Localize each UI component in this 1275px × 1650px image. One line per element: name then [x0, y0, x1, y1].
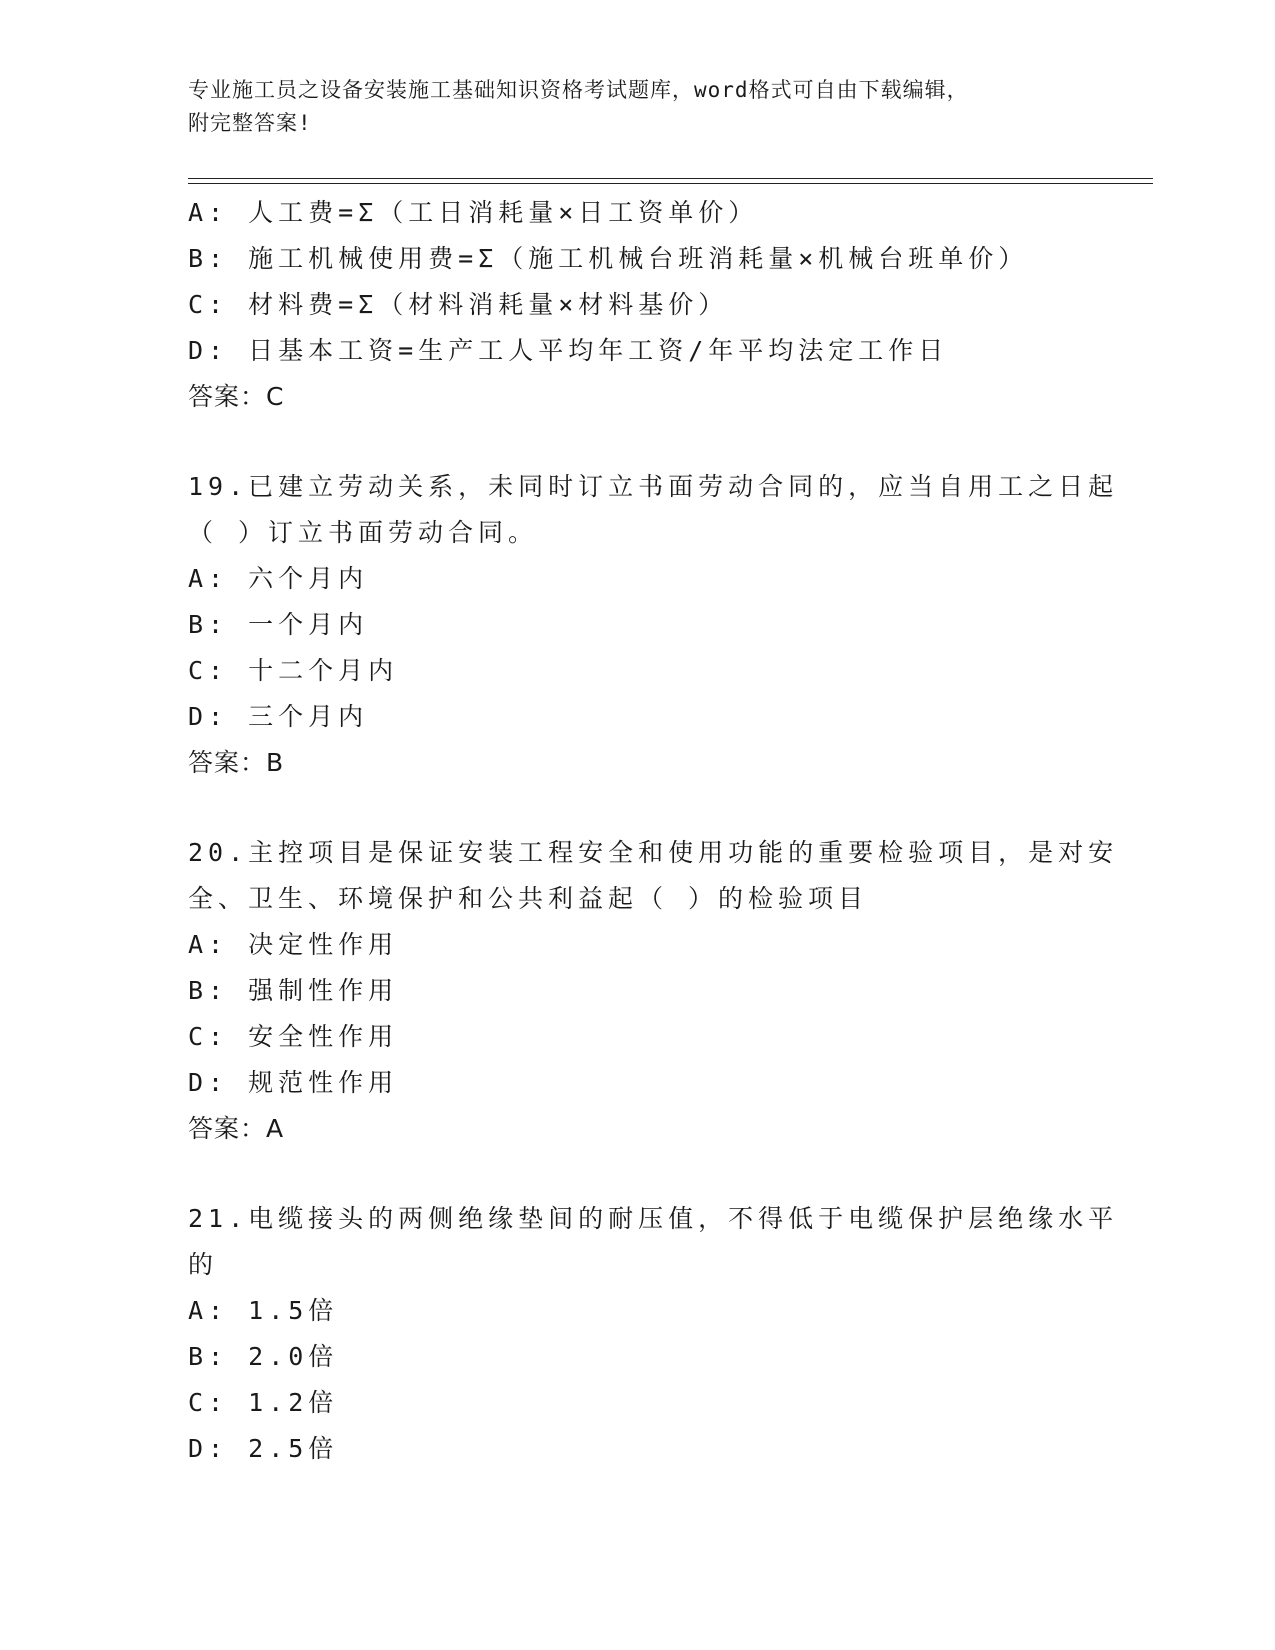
question-text-line-1: 20.主控项目是保证安装工程安全和使用功能的重要检验项目，是对安 — [188, 838, 1119, 867]
question-text-line-2: 的 — [188, 1250, 219, 1279]
option-b: B: 强制性作用 — [188, 976, 399, 1005]
answer: 答案：A — [188, 1114, 285, 1143]
option-d: D: 日基本工资=生产工人平均年工资/年平均法定工作日 — [188, 336, 949, 365]
option-b: B: 2.0倍 — [188, 1342, 339, 1371]
question-text-line-2: 全、卫生、环境保护和公共利益起（ ）的检验项目 — [188, 884, 869, 913]
spacer — [188, 786, 1088, 830]
answer: 答案：C — [188, 382, 285, 411]
option-a: A: 1.5倍 — [188, 1296, 339, 1325]
document-header — [188, 74, 1088, 140]
option-d: D: 规范性作用 — [188, 1068, 399, 1097]
question-20 — [188, 830, 1119, 1152]
option-a: A: 人工费=Σ（工日消耗量×日工资单价） — [188, 198, 759, 227]
header-divider-top — [188, 178, 1153, 179]
option-b: B: 施工机械使用费=Σ（施工机械台班消耗量×机械台班单价） — [188, 244, 1029, 273]
option-c: C: 1.2倍 — [188, 1388, 339, 1417]
header-line-1: 专业施工员之设备安装施工基础知识资格考试题库，word格式可自由下载编辑， — [188, 78, 969, 102]
header-divider-bottom — [188, 183, 1153, 184]
option-c: C: 十二个月内 — [188, 656, 399, 685]
question-19 — [188, 464, 1119, 786]
question-text-line-1: 21.电缆接头的两侧绝缘垫间的耐压值，不得低于电缆保护层绝缘水平 — [188, 1204, 1119, 1233]
spacer — [188, 420, 1088, 464]
question-text-line-2: （ ）订立书面劳动合同。 — [188, 518, 539, 547]
option-a: A: 决定性作用 — [188, 930, 399, 959]
header-line-2: 附完整答案! — [188, 111, 312, 135]
option-d: D: 2.5倍 — [188, 1434, 339, 1463]
option-a: A: 六个月内 — [188, 564, 369, 593]
question-list — [188, 190, 1119, 1472]
question-text-line-1: 19.已建立劳动关系，未同时订立书面劳动合同的，应当自用工之日起 — [188, 472, 1119, 501]
question-21 — [188, 1196, 1119, 1472]
answer: 答案：B — [188, 748, 285, 777]
option-c: C: 安全性作用 — [188, 1022, 399, 1051]
option-d: D: 三个月内 — [188, 702, 369, 731]
question-18 — [188, 190, 1088, 420]
spacer — [188, 1152, 1088, 1196]
option-c: C: 材料费=Σ（材料消耗量×材料基价） — [188, 290, 729, 319]
option-b: B: 一个月内 — [188, 610, 369, 639]
